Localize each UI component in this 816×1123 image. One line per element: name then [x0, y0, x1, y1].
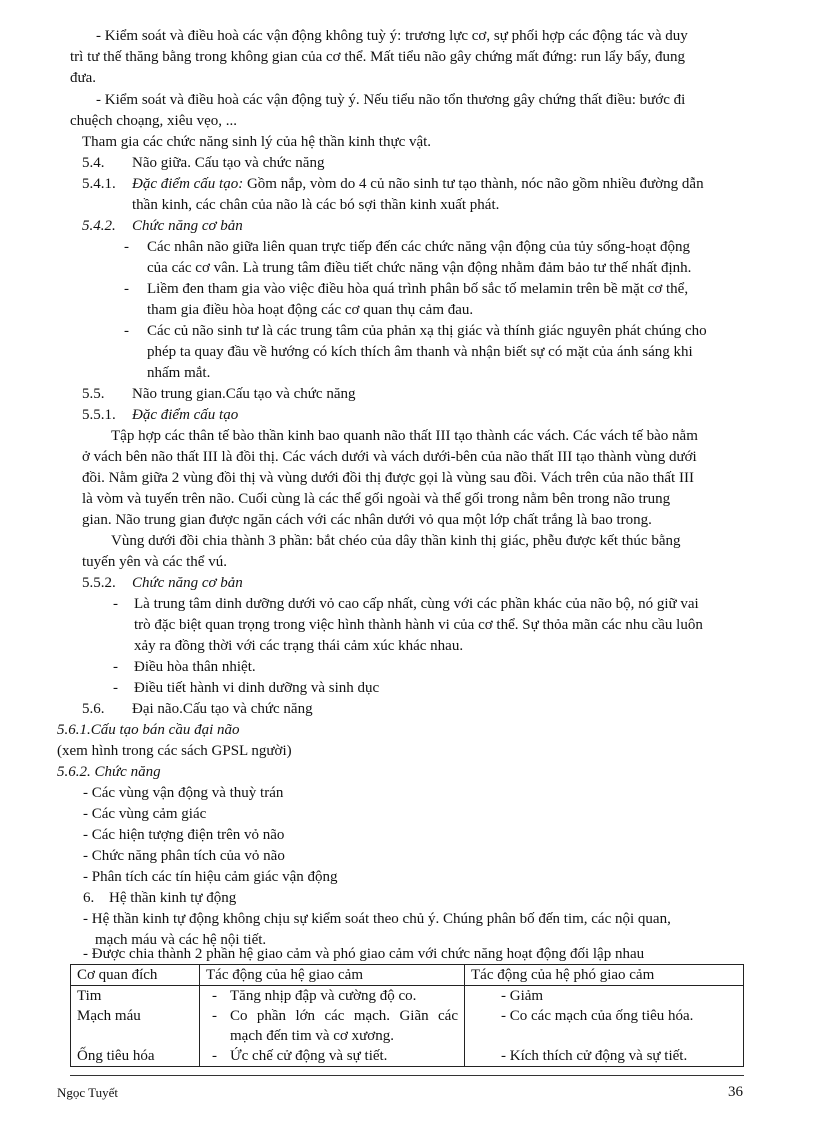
bullet-line: tham gia điều hòa hoạt động các cơ quan thụ cảm đau. [147, 302, 474, 318]
paragraph-text: Gồm nắp, vòm do 4 củ não sinh tư tạo thành, nóc não gồm nhiều đường dẫn [243, 176, 704, 192]
table-cell-sympathetic [200, 986, 465, 1067]
paragraph-line: gian. Não trung gian được ngăn cách với các nhân dưới vỏ qua một lớp chất trắng là bao trong. [82, 512, 652, 528]
list-item: - Được chia thành 2 phần hệ giao cảm và phó giao cảm với chức năng hoạt động đối lập nhau [83, 946, 645, 962]
effect-text: Tăng nhịp đập và cường độ co. [230, 988, 417, 1004]
section-number: 5.5.2. [82, 575, 116, 591]
paragraph-line: Vùng dưới đồi chia thành 3 phần: bắt chéo của dây thần kinh thị giác, phễu được kết thúc bằng [111, 533, 681, 549]
organ-name: Mạch máu [77, 1008, 141, 1024]
paragraph-line: thần kinh, các chân của não là các bó sợi thần kinh xuất phát. [132, 197, 500, 213]
table-row [71, 986, 744, 1067]
section-heading: Đặc điểm cấu tạo [132, 407, 239, 423]
effect-text: - Co các mạch của ống tiêu hóa. [501, 1008, 694, 1024]
section-heading: Đại não.Cấu tạo và chức năng [132, 701, 313, 717]
section-heading: 5.6.2. Chức năng [57, 764, 161, 780]
comparison-table [70, 964, 744, 1067]
organ-name [77, 1026, 193, 1046]
section-heading: Chức năng cơ bản [132, 575, 243, 591]
paragraph-line: là vòm và tuyến trên não. Cuối cùng là các thể gối ngoài và thể gối trong nằm bên trong não trung [82, 491, 671, 507]
paragraph-line: Tập hợp các thân tế bào thần kinh bao quanh não thất III tạo thành các vách. Các vách tế bào nằm [111, 428, 698, 444]
section-heading: Não trung gian.Cấu tạo và chức năng [132, 386, 356, 402]
section-label: Đặc điểm cấu tạo: [132, 176, 244, 192]
effect-text: Co phần lớn các mạch. Giãn các mạch đến tim và cơ xương. [230, 1008, 458, 1044]
bullet-dash: - [113, 596, 118, 612]
section-heading: Hệ thần kinh tự động [109, 890, 237, 906]
paragraph-line: (xem hình trong các sách GPSL người) [57, 743, 292, 759]
list-item: - Phân tích các tín hiệu cảm giác vận động [83, 869, 338, 885]
list-item: - Chức năng phân tích của vỏ não [83, 848, 285, 864]
bullet-line: xảy ra đồng thời với các trạng thái cảm xúc khác nhau. [134, 638, 464, 654]
bullet-line: Điều hòa thân nhiệt. [134, 659, 256, 675]
bullet-line: trò đặc biệt quan trọng trong việc hình thành hành vi của cơ thể. Sự thỏa mãn các nhu cầu luôn [134, 617, 703, 633]
footer-divider [70, 1075, 744, 1076]
bullet-dash: - [212, 988, 217, 1004]
bullet-line: Liềm đen tham gia vào việc điều hòa quá trình phân bố sắc tố melamin trên bề mặt cơ thể, [147, 281, 689, 297]
table-cell-organs [71, 986, 200, 1067]
section-number: 5.4.2. [82, 218, 116, 234]
bullet-dash: - [124, 239, 129, 255]
section-heading: Não giữa. Cấu tạo và chức năng [132, 155, 325, 171]
page-number: 36 [728, 1084, 743, 1100]
paragraph-line: Tham gia các chức năng sinh lý của hệ thần kinh thực vật. [82, 134, 432, 150]
section-number: 5.5. [82, 386, 105, 402]
paragraph-line: tuyến yên và các thể vú. [82, 554, 227, 570]
section-number: 5.4. [82, 155, 105, 171]
bullet-dash: - [113, 659, 118, 675]
paragraph-line [132, 174, 704, 195]
list-item: - Các vùng cảm giác [83, 806, 207, 822]
paragraph-line: - Kiểm soát và điều hoà các vận động tuỳ ý. Nếu tiểu não tổn thương gây chứng thất điều: bước đi [96, 92, 686, 108]
footer-author: Ngọc Tuyết [57, 1085, 119, 1100]
list-item: mạch máu và các hệ nội tiết. [95, 932, 267, 948]
paragraph-line: đồi. Nằm giữa 2 vùng đồi thị và vùng dưới đồi thị được gọi là vùng sau đồi. Vách trên của não thất III [82, 470, 694, 486]
bullet-line: nhấm mắt. [147, 365, 211, 381]
bullet-line: Các củ não sinh tư là các trung tâm của phản xạ thị giác và thính giác nguyên phát chúng cho [147, 323, 707, 339]
section-number: 5.4.1. [82, 176, 116, 192]
section-heading: Chức năng cơ bản [132, 218, 243, 234]
table-header-cell: Tác động của hệ giao cảm [200, 965, 465, 986]
effect-text: Ức chế cử động và sự tiết. [230, 1048, 388, 1064]
bullet-dash: - [124, 281, 129, 297]
organ-name: Ống tiêu hóa [77, 1048, 155, 1064]
paragraph-line: - Kiểm soát và điều hoà các vận động không tuỳ ý: trương lực cơ, sự phối hợp các động tác và duy [96, 28, 688, 44]
bullet-line: Là trung tâm dinh dưỡng dưới vỏ cao cấp nhất, cùng với các phần khác của não bộ, nó giữ vai [134, 596, 699, 612]
effect-text: - Giảm [501, 988, 544, 1004]
bullet-line: Các nhân não giữa liên quan trực tiếp đến các chức năng vận động của tủy sống-hoạt động [147, 239, 690, 255]
table-bullet [206, 1046, 458, 1066]
section-number: 6. [83, 890, 95, 906]
paragraph-line: trì tư thế thăng bằng trong không gian của cơ thể. Mất tiểu não gây chứng mất đứng: run lẩy bẩy, đung [70, 49, 685, 65]
list-item: - Các hiện tượng điện trên vỏ não [83, 827, 285, 843]
section-heading: 5.6.1.Cấu tạo bán cầu đại não [57, 722, 240, 738]
organ-name: Tim [77, 988, 102, 1004]
effect-text: - Kích thích cử động và sự tiết. [501, 1048, 688, 1064]
table-header-row [71, 965, 744, 986]
table-header-cell: Tác động của hệ phó giao cảm [465, 965, 744, 986]
paragraph-line: chuệch choạng, xiêu vẹo, ... [70, 113, 238, 129]
bullet-line: Điều tiết hành vi dinh dưỡng và sinh dục [134, 680, 380, 696]
paragraph-line: ở vách bên não thất III là đồi thị. Các vách dưới và vách dưới-bên của não thất III tạo thành vùng dưới [82, 449, 697, 465]
list-item: - Các vùng vận động và thuỳ trán [83, 785, 284, 801]
bullet-line: của các cơ vân. Là trung tâm điều tiết chức năng vận động nhằm đảm bảo tư thế nhất định. [147, 260, 692, 276]
list-item: - Hệ thần kinh tự động không chịu sự kiểm soát theo chủ ý. Chúng phân bố đến tim, các nội quan, [83, 911, 671, 927]
table-header-cell: Cơ quan đích [71, 965, 200, 986]
bullet-dash: - [113, 680, 118, 696]
section-number: 5.6. [82, 701, 105, 717]
bullet-dash: - [212, 1008, 217, 1024]
table-bullet [206, 986, 458, 1006]
effect-text [471, 1026, 737, 1046]
table-bullet [206, 1006, 458, 1046]
bullet-dash: - [212, 1048, 217, 1064]
bullet-line: phép ta quay đầu về hướng có kích thích âm thanh và nhận biết sự có mặt của ánh sáng khi [147, 344, 693, 360]
table-cell-parasympathetic [465, 986, 744, 1067]
section-number: 5.5.1. [82, 407, 116, 423]
bullet-dash: - [124, 323, 129, 339]
paragraph-line: đưa. [70, 70, 97, 86]
